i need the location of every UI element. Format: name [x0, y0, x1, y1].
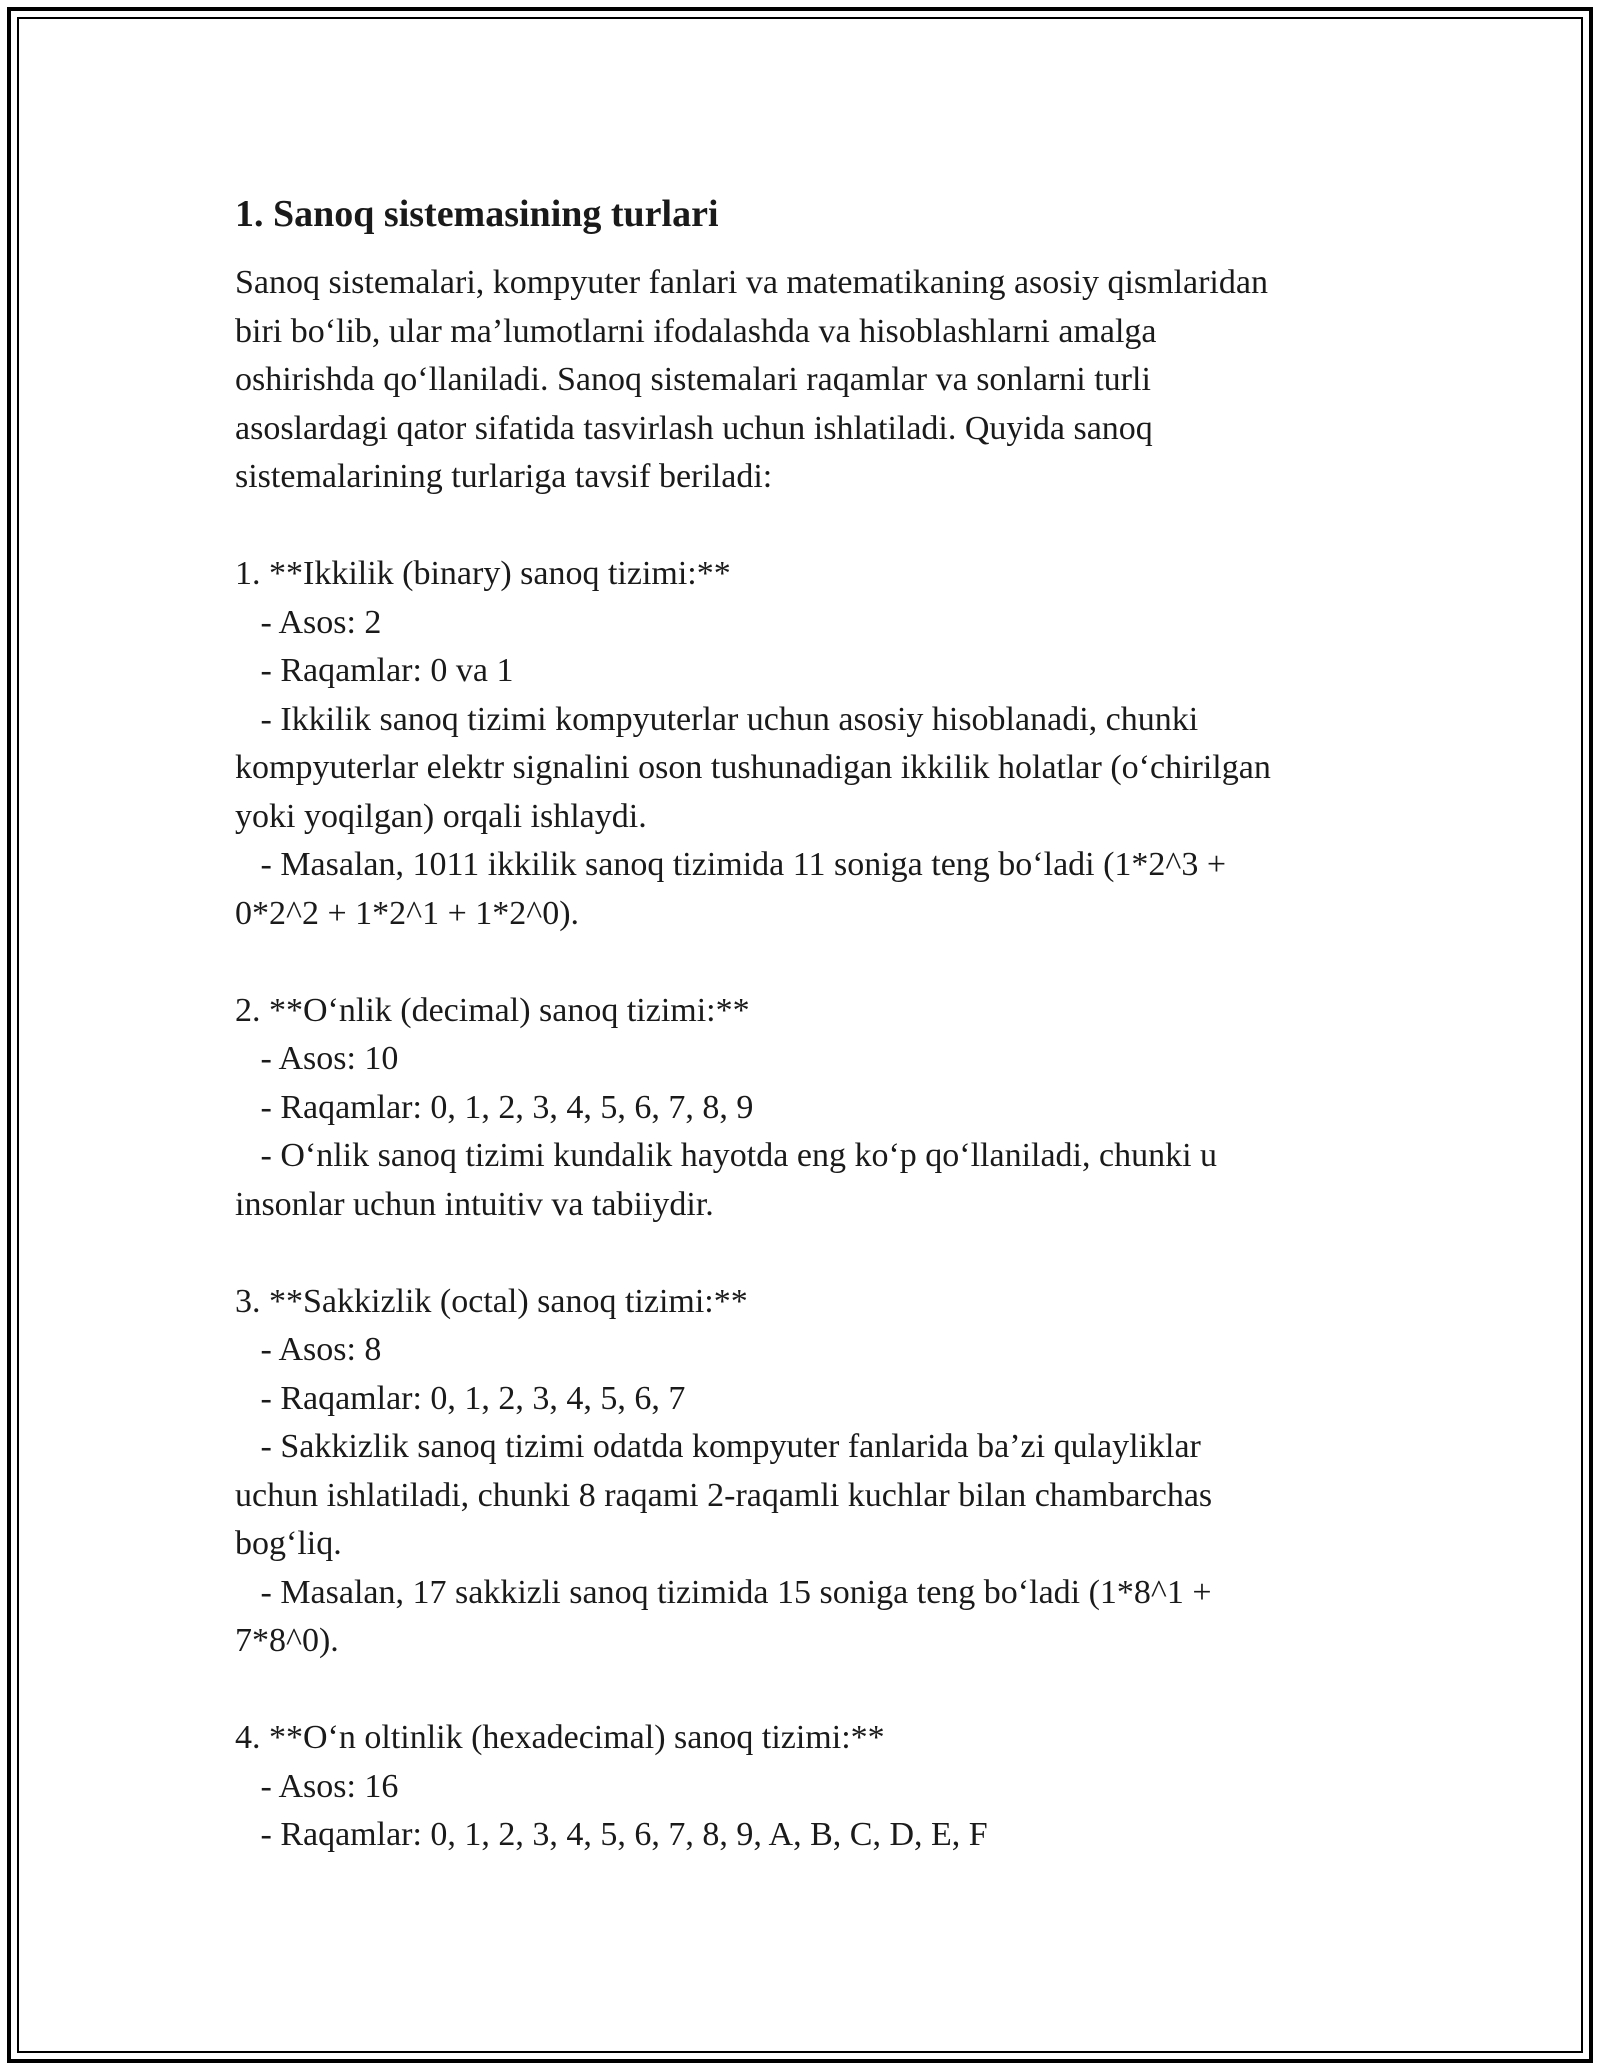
list-item-title: 4. **O‘n oltinlik (hexadecimal) sanoq tizimi:** [235, 1719, 885, 1756]
list-item-body: - Asos: 2 - Raqamlar: 0 va 1 - Ikkilik sanoq tizimi kompyuterlar uchun asosiy hisoblanadi, chunki kompyuterlar elektr signalini oson tushunadigan ikkilik holatlar (o‘chirilgan yoki yoqilgan) orqali ishlaydi. - Masalan, 1011 ikkilik sanoq tizimida 11 soniga teng bo‘ladi (1*2^3 + 0*2^2 + 1*2^1 + 1*2^0). [235, 603, 1271, 932]
spacer [235, 1229, 1375, 1278]
section-heading: 1. Sanoq sistemasining turlari [235, 193, 719, 235]
list-item-body: - Asos: 16 - Raqamlar: 0, 1, 2, 3, 4, 5, 6, 7, 8, 9, A, B, C, D, E, F [260, 1767, 988, 1853]
list-item-title: 1. **Ikkilik (binary) sanoq tizimi:** [235, 555, 731, 592]
list-item-title: 3. **Sakkizlik (octal) sanoq tizimi:** [235, 1282, 748, 1320]
document-page [235, 187, 1375, 1860]
spacer [235, 938, 1375, 987]
intro-paragraph: Sanoq sistemalari, kompyuter fanlari va matematikaning asosiy qismlaridan biri bo‘lib, ular ma’lumotlarni ifodalashda va hisoblashlarni amalga oshirishda qo‘llaniladi. Sanoq sistemalari raqamlar va sonlarni turli asoslardagi qator sifatida tasvirlash uchun ishlatiladi. Quyida sanoq sistemalarining turlariga tavsif beriladi: [235, 264, 1268, 495]
spacer [235, 502, 1375, 551]
list-item-octal [235, 1278, 1375, 1666]
list-item-title: 2. **O‘nlik (decimal) sanoq tizimi:** [235, 991, 750, 1029]
list-item-hexadecimal [235, 1714, 1375, 1860]
list-item-binary [235, 550, 1375, 938]
list-item-decimal [235, 987, 1375, 1230]
list-item-body: - Asos: 10 - Raqamlar: 0, 1, 2, 3, 4, 5, 6, 7, 8, 9 - O‘nlik sanoq tizimi kundalik hayotda eng ko‘p qo‘llaniladi, chunki u insonlar uchun intuitiv va tabiiydir. [235, 1040, 1218, 1223]
spacer [235, 1666, 1375, 1715]
list-item-body: - Asos: 8 - Raqamlar: 0, 1, 2, 3, 4, 5, 6, 7 - Sakkizlik sanoq tizimi odatda kompyuter fanlarida ba’zi qulayliklar uchun ishlatiladi, chunki 8 raqami 2-raqamli kuchlar bilan chambarchas bog‘liq. - Masalan, 17 sakkizli sanoq tizimida 15 soniga teng bo‘ladi (1*8^1 + 7*8^0). [235, 1331, 1213, 1659]
